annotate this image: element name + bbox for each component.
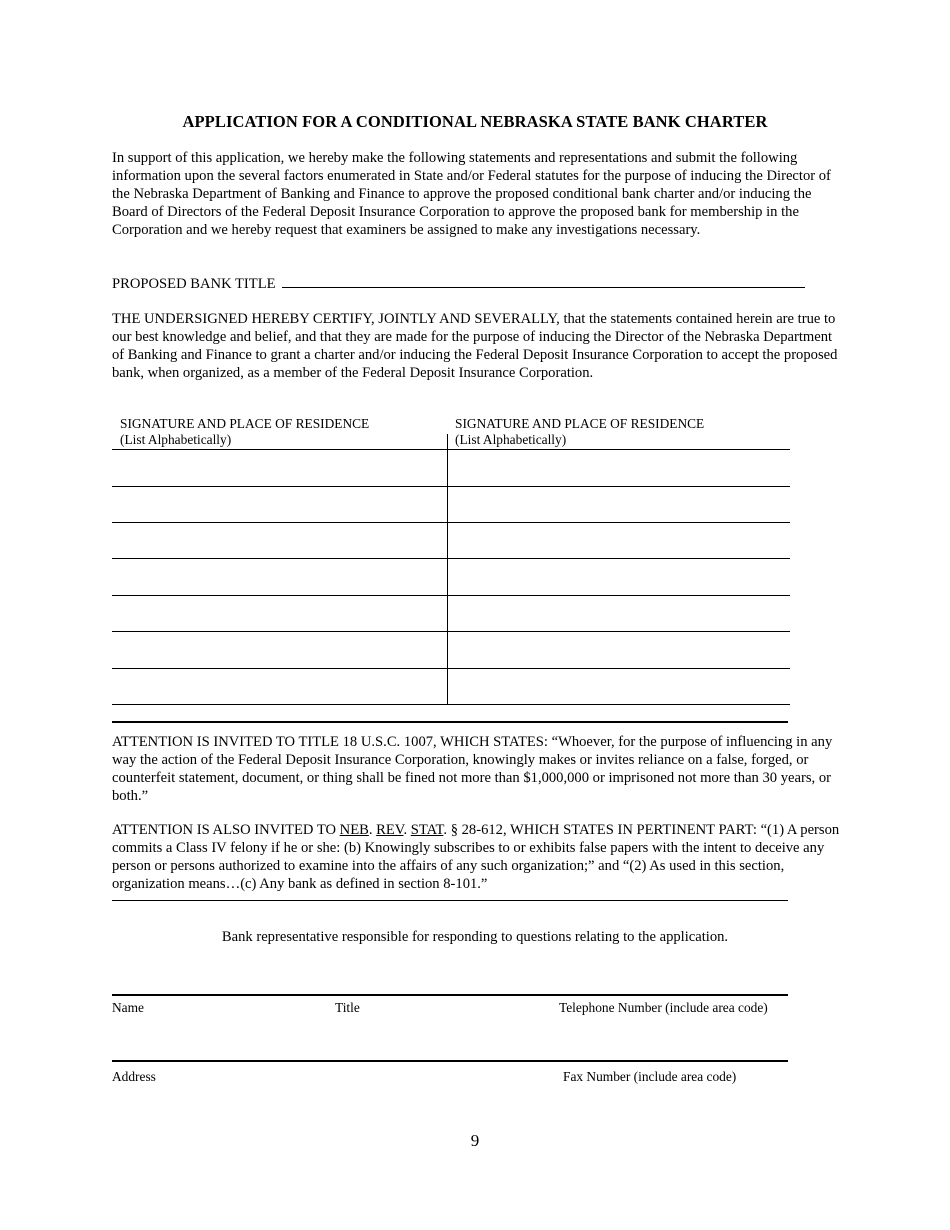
signature-cell-right[interactable] bbox=[448, 523, 790, 557]
proposed-bank-title-label: PROPOSED BANK TITLE bbox=[112, 276, 276, 292]
signature-cell-left[interactable] bbox=[112, 632, 446, 667]
attention2-neb: NEB bbox=[339, 822, 369, 838]
signature-header-right-title: SIGNATURE AND PLACE OF RESIDENCE bbox=[455, 416, 705, 431]
proposed-bank-title-field[interactable] bbox=[282, 274, 805, 288]
signature-header-left-title: SIGNATURE AND PLACE OF RESIDENCE bbox=[120, 416, 370, 431]
attention2-lead: ATTENTION IS ALSO INVITED TO bbox=[112, 822, 340, 838]
fax-label: Fax Number (include area code) bbox=[563, 1069, 737, 1084]
section-divider bbox=[112, 721, 788, 723]
certification-paragraph: THE UNDERSIGNED HEREBY CERTIFY, JOINTLY AND SEVERALLY, that the statements contained herein are true to our best knowledge and belief, and that they are made for the purpose of inducing the Director of the Nebraska Department of Banking and Finance to grant a charter and/or inducing the Federal Deposit Insurance Corporation to accept the proposed bank, when organized, as a member of the Federal Deposit Insurance Corporation. bbox=[112, 311, 838, 381]
form-title: APPLICATION FOR A CONDITIONAL NEBRASKA STATE BANK CHARTER bbox=[182, 112, 768, 131]
signature-cell-left[interactable] bbox=[112, 523, 446, 557]
signature-cell-left[interactable] bbox=[112, 559, 446, 594]
address-label: Address bbox=[112, 1069, 156, 1084]
signature-cell-right[interactable] bbox=[448, 450, 790, 485]
title-label: Title bbox=[335, 1000, 360, 1015]
intro-paragraph: In support of this application, we hereby make the following statements and representations and submit the following information upon the several factors enumerated in State and/or Federal statutes for the purpose of inducing the Director of the Nebraska Department of Banking and Finance to approve the proposed conditional bank charter and/or inducing the Board of Directors of the Federal Deposit Insurance Corporation to approve the proposed bank for membership in the Corporation and we hereby request that examiners be assigned to make any investigations necessary. bbox=[112, 150, 831, 238]
signature-cell-left[interactable] bbox=[112, 596, 446, 630]
signature-header-left bbox=[120, 416, 369, 448]
signature-cell-left[interactable] bbox=[112, 450, 446, 485]
signature-cell-left[interactable] bbox=[112, 669, 446, 703]
attention2-body: “(1) A person commits a Class IV felony if he or she: (b) Knowingly subscribes to or exhibits false papers with the intent to deceive any person or persons authorized to examine into the affairs of any such organization;” and “(2) As used in this section, organization means…(c) Any bank as defined in section 8-101.” bbox=[112, 822, 840, 892]
proposed-bank-title-row bbox=[112, 274, 805, 293]
attention2-section: . § 28-612, WHICH STATES IN PERTINENT PART: bbox=[443, 822, 757, 838]
attention-title-18-paragraph: ATTENTION IS INVITED TO TITLE 18 U.S.C. 1007, WHICH STATES: “Whoever, for the purpose of influencing in any way the action of the Federal Deposit Insurance Corporation, knowingly makes or invites reliance on a false, forged, or counterfeit statement, document, or thing shall be fined not more than $1,000,000 or imprisoned not more than 30 years, or both.” bbox=[112, 734, 833, 804]
section-divider bbox=[112, 900, 788, 901]
signature-header-right bbox=[455, 416, 704, 448]
signature-cell-right[interactable] bbox=[448, 632, 790, 667]
representative-note: Bank representative responsible for responding to questions relating to the application. bbox=[221, 929, 729, 945]
signature-cell-right[interactable] bbox=[448, 559, 790, 594]
name-label: Name bbox=[112, 1000, 144, 1015]
signature-row-line bbox=[112, 704, 790, 705]
attention-neb-rev-stat-paragraph: ATTENTION IS ALSO INVITED TO NEB. REV. STAT. § 28-612, WHICH STATES IN PERTINENT PART: “(1) A person commits a Class IV felony if he or she: (b) Knowingly subscribes to or exhibits false papers with the intent to deceive any person or persons authorized to examine into the affairs of any such organization;” and “(2) As used in this section, organization means…(c) Any bank as defined in section 8-101.” bbox=[112, 822, 840, 892]
signature-header-right-subtitle: (List Alphabetically) bbox=[455, 432, 567, 447]
attention2-stat: STAT bbox=[410, 822, 444, 838]
telephone-label: Telephone Number (include area code) bbox=[559, 1000, 768, 1015]
signature-cell-right[interactable] bbox=[448, 669, 790, 703]
name-title-phone-line[interactable] bbox=[112, 994, 788, 996]
signature-cell-right[interactable] bbox=[448, 596, 790, 630]
address-fax-line[interactable] bbox=[112, 1060, 788, 1062]
page-number: 9 bbox=[470, 1131, 480, 1150]
signature-cell-right[interactable] bbox=[448, 487, 790, 521]
signature-cell-left[interactable] bbox=[112, 487, 446, 521]
signature-header-left-subtitle: (List Alphabetically) bbox=[120, 432, 232, 447]
attention2-rev: REV bbox=[376, 822, 404, 838]
